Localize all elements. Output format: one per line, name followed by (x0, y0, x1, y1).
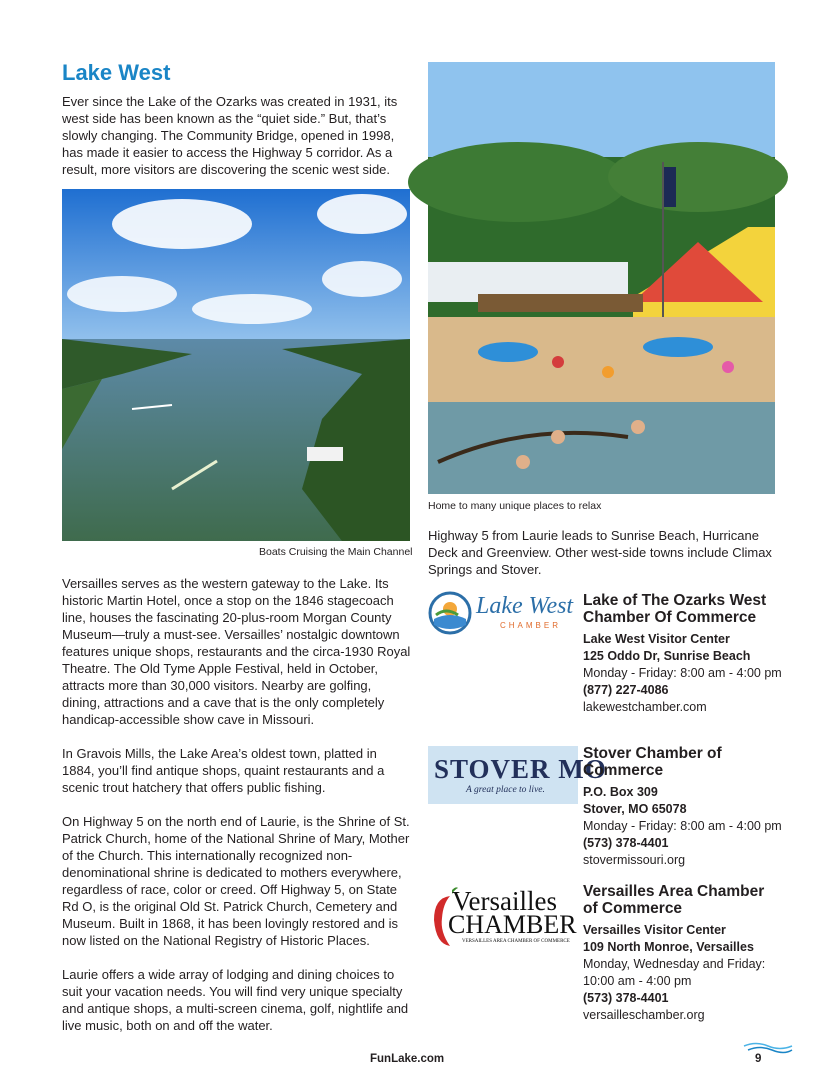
versailles-website[interactable]: versailleschamber.org (583, 1008, 705, 1022)
lake-west-phone: (877) 227-4086 (583, 683, 669, 697)
stover-logo-text: STOVER MO (434, 754, 607, 784)
versailles-address: 109 North Monroe, Versailles (583, 940, 754, 954)
caption-left: Boats Cruising the Main Channel (259, 546, 413, 558)
versailles-logo (430, 884, 578, 952)
stover-website[interactable]: stovermissouri.org (583, 853, 686, 867)
versailles-chamber-info (583, 883, 783, 1024)
versailles-phone: (573) 378-4401 (583, 991, 669, 1005)
paragraph-gravois-mills: In Gravois Mills, the Lake Area’s oldest town, platted in 1884, you’ll find antique shops, quaint restaurants and a scenic trout hatchery that offers public fishing. (62, 746, 385, 795)
lake-west-visitor-center: Lake West Visitor Center (583, 632, 730, 646)
lake-west-chamber-info (583, 592, 783, 716)
caption-right: Home to many unique places to relax (428, 500, 602, 512)
footer-site[interactable]: FunLake.com (370, 1053, 445, 1065)
lake-west-logo-sub: CHAMBER (500, 621, 562, 630)
stover-po-box: P.O. Box 309 (583, 785, 658, 799)
lake-west-hours: Monday - Friday: 8:00 am - 4:00 pm (583, 666, 782, 680)
body-text-left (62, 575, 412, 1051)
paragraph-shrine: On Highway 5 on the north end of Laurie, is the Shrine of St. Patrick Church, home of the National Shrine of Mary, Mother of the Church. This internationally recognized non-denominational shrine is dedicated to mothers everywhere, regardless of race, color or creed. Off Highway 5, on State Rd O, is the original Old St. Patrick Church, Cemetery and Museum. Built in 1868, it has been lovingly restored and is now listed on the National Registry of Historic Places. (62, 814, 410, 948)
paragraph-laurie: Laurie offers a wide array of lodging and dining choices to suit your vacation needs. You will find very unique specialty and antique shops, a multi-screen cinema, golf, nightlife and live music, both on and off the water. (62, 967, 409, 1033)
lake-aerial-photo (62, 189, 410, 541)
lake-west-logo (428, 589, 578, 637)
paragraph-highway-5: Highway 5 from Laurie leads to Sunrise Beach, Hurricane Deck and Greenview. Other west-side towns include Climax Springs and Stover. (428, 528, 772, 577)
versailles-hours: Monday, Wednesday and Friday: 10:00 am - 4:00 pm (583, 957, 766, 988)
versailles-logo-text-2: CHAMBER (448, 910, 577, 939)
page-number: 9 (755, 1053, 762, 1065)
stover-logo-sub: A great place to live. (466, 785, 545, 795)
stover-address: Stover, MO 65078 (583, 802, 687, 816)
stover-hours: Monday - Friday: 8:00 am - 4:00 pm (583, 819, 782, 833)
page-title: Lake West (62, 60, 171, 85)
versailles-logo-sub: VERSAILLES AREA CHAMBER OF COMMERCE (462, 939, 570, 944)
intro-paragraph: Ever since the Lake of the Ozarks was created in 1931, its west side has been known as the “quiet side.” But, that’s slowly changing. The Community Bridge, opened in 1998, has made it easier to access the Highway 5 corridor. As a result, more visitors are discovering the scenic west side. (62, 94, 398, 177)
stover-phone: (573) 378-4401 (583, 836, 669, 850)
versailles-chamber-title: Versailles Area Chamber of Commerce (583, 883, 765, 917)
versailles-logo-text: Versailles (452, 886, 557, 916)
wave-icon (742, 1040, 794, 1052)
beach-party-photo (428, 62, 775, 494)
lake-west-chamber-title: Lake of The Ozarks West Chamber Of Commerce (583, 592, 767, 626)
lake-west-logo-text: Lake West (476, 593, 574, 619)
stover-chamber-title: Stover Chamber of Commerce (583, 745, 722, 779)
paragraph-versailles: Versailles serves as the western gateway to the Lake. Its historic Martin Hotel, once a stop on the 1846 stagecoach line, houses the fascinating 20-plus-room Morgan County Museum—truly a must-see. Versailles’ nostalgic downtown features unique shops, restaurants and the circa-1930 Royal Theatre. The Old Tyme Apple Festival, held in October, attracts more than 30,000 visitors. Nearby are golfing, dining, attractions and a cave that is the only completely handicap-accessible show cave in Missouri. (62, 576, 411, 727)
stover-chamber-info (583, 745, 783, 869)
lake-west-address: 125 Oddo Dr, Sunrise Beach (583, 649, 751, 663)
versailles-visitor-center: Versailles Visitor Center (583, 923, 726, 937)
lake-west-website[interactable]: lakewestchamber.com (583, 700, 707, 714)
stover-logo (428, 746, 607, 804)
